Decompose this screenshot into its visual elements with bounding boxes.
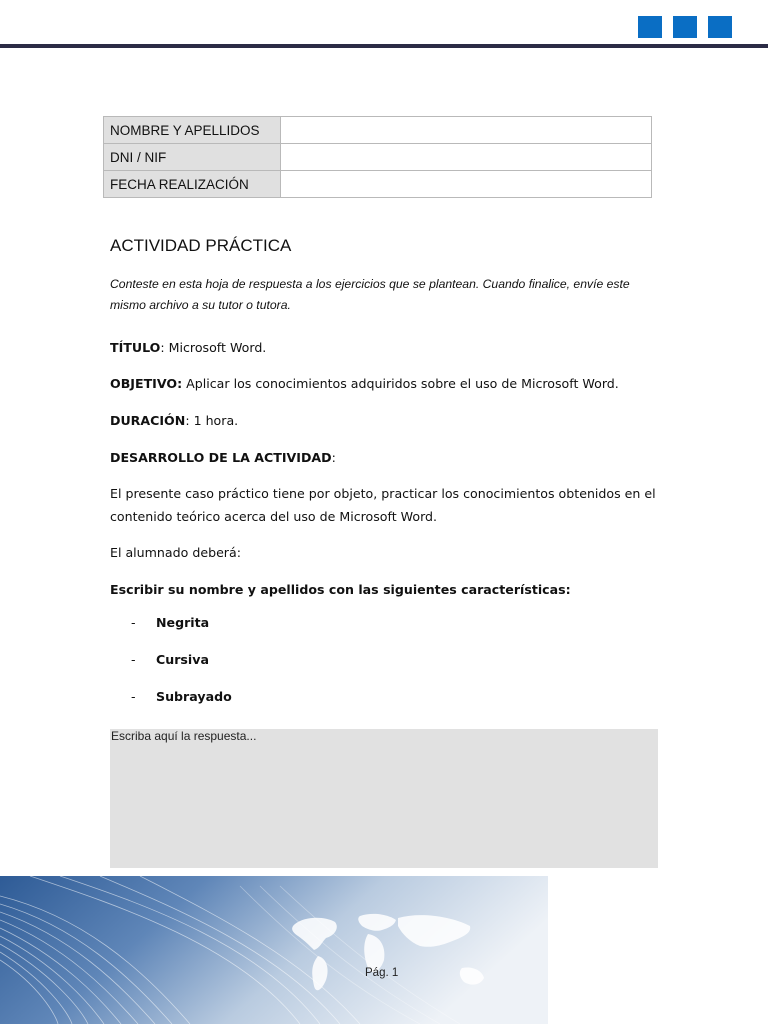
- list-item: [131, 689, 232, 704]
- bullet-dash: -: [131, 652, 136, 667]
- footer-banner-image: [0, 876, 548, 1024]
- bullet-text: Subrayado: [156, 689, 232, 704]
- desarrollo-separator: :: [331, 450, 336, 465]
- desarrollo-label: DESARROLLO DE LA ACTIVIDAD: [110, 450, 332, 465]
- titulo-label: TÍTULO: [110, 340, 161, 355]
- name-field[interactable]: [281, 117, 652, 144]
- list-item: [131, 652, 209, 667]
- duracion-line: [110, 409, 665, 432]
- header-square-1: [638, 16, 662, 38]
- date-label: FECHA REALIZACIÓN: [104, 171, 281, 198]
- titulo-line: [110, 336, 665, 359]
- dni-label: DNI / NIF: [104, 144, 281, 171]
- objetivo-line: [110, 372, 665, 395]
- page-number: Pág. 1: [365, 967, 399, 979]
- duracion-label: DURACIÓN: [110, 413, 186, 428]
- bullet-text: Negrita: [156, 615, 210, 630]
- dni-field[interactable]: [281, 144, 652, 171]
- answer-field[interactable]: Escriba aquí la respuesta...: [110, 729, 658, 868]
- bullet-dash: -: [131, 615, 136, 630]
- titulo-value: Microsoft Word.: [168, 340, 267, 355]
- objetivo-value: Aplicar los conocimientos adquiridos sobre el uso de Microsoft Word.: [186, 376, 619, 391]
- duracion-separator: :: [185, 413, 194, 428]
- table-row: [104, 171, 652, 198]
- name-label: NOMBRE Y APELLIDOS: [104, 117, 281, 144]
- student-info-table: [103, 116, 652, 198]
- bullet-dash: -: [131, 689, 136, 704]
- header-square-2: [673, 16, 697, 38]
- description-paragraph: El presente caso práctico tiene por objeto, practicar los conocimientos obtenidos en el contenido teórico acerca del uso de Microsoft Word.: [110, 486, 656, 524]
- table-row: [104, 144, 652, 171]
- page-title: ACTIVIDAD PRÁCTICA: [110, 236, 292, 255]
- duracion-value: 1 hora.: [193, 413, 239, 428]
- objetivo-label: OBJETIVO:: [110, 376, 183, 391]
- header-square-3: [708, 16, 732, 38]
- intro-text: Conteste en esta hoja de respuesta a los ejercicios que se plantean. Cuando finalice, envíe este mismo archivo a su tutor o tutora.: [110, 277, 630, 312]
- header-rule: [0, 44, 768, 48]
- table-row: [104, 117, 652, 144]
- instruction-line: Escribir su nombre y apellidos con las siguientes características:: [110, 582, 571, 597]
- students-paragraph: El alumnado deberá:: [110, 545, 241, 560]
- list-item: [131, 615, 209, 630]
- titulo-separator: :: [160, 340, 169, 355]
- date-field[interactable]: [281, 171, 652, 198]
- desarrollo-line: [110, 446, 665, 469]
- bullet-text: Cursiva: [156, 652, 209, 667]
